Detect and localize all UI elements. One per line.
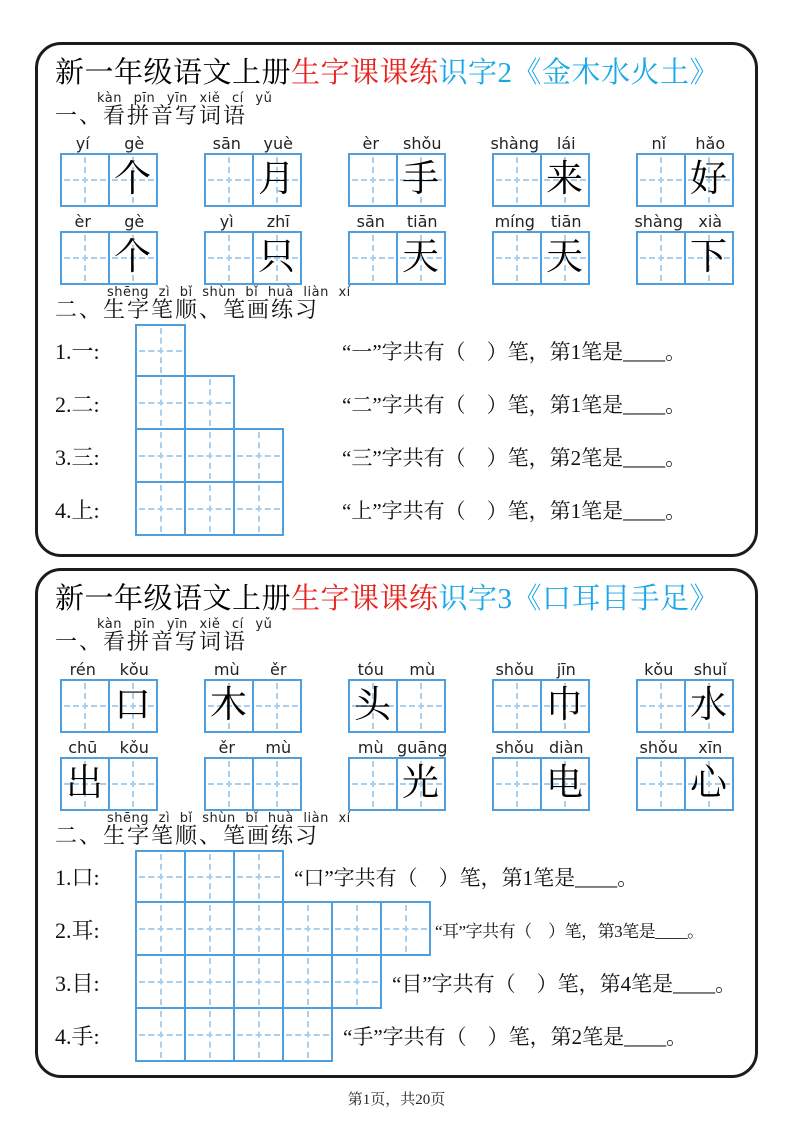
written-character — [254, 681, 300, 731]
character-cell — [60, 757, 110, 811]
word-row — [55, 655, 738, 733]
written-character: 木 — [210, 685, 247, 727]
pinyin-row — [57, 207, 160, 231]
written-character: 只 — [258, 237, 295, 279]
title-series-part: 生字课课练 — [291, 57, 439, 89]
written-character: 头 — [354, 685, 391, 727]
stroke-grid-cell — [184, 428, 235, 483]
pinyin-syllable: guāng — [397, 737, 448, 757]
word-row — [55, 733, 738, 811]
character-cell — [204, 231, 254, 285]
written-character: 出 — [66, 763, 103, 805]
word-group — [201, 733, 304, 811]
pinyin-syllable: shǒu — [403, 133, 442, 153]
character-cell — [540, 757, 590, 811]
written-character — [206, 759, 252, 809]
character-cells — [345, 153, 448, 207]
character-cell — [348, 679, 398, 733]
section2-heading: 二、生字笔顺、笔画练习 — [55, 296, 320, 322]
stroke-order-grid — [135, 954, 382, 1009]
panel-title — [55, 581, 738, 617]
pinyin-row — [57, 655, 160, 679]
written-character — [638, 681, 684, 731]
pinyin-row — [57, 733, 160, 757]
item-label: 4.手: — [55, 1024, 100, 1050]
stroke-practice-item — [55, 377, 738, 430]
stroke-grid-cell — [233, 481, 284, 536]
stroke-practice-items — [55, 324, 738, 536]
pinyin-row — [345, 733, 448, 757]
written-character: 巾 — [546, 685, 583, 727]
pinyin-syllable: chū — [68, 737, 98, 757]
pinyin-syllable: sān — [212, 133, 241, 153]
stroke-grid-cell — [282, 1007, 333, 1062]
worksheet-panel — [35, 42, 758, 557]
character-cells — [57, 679, 160, 733]
pinyin-syllable: gè — [124, 211, 145, 231]
title-lesson-part: 识字2《金木水火土》 — [438, 57, 720, 89]
pinyin-syllable: lái — [556, 133, 576, 153]
written-character — [350, 233, 396, 283]
pinyin-syllable: shàng — [490, 133, 540, 153]
item-label: 1.口: — [55, 865, 100, 891]
character-cell — [204, 153, 254, 207]
item-label: 2.二: — [55, 392, 100, 418]
stroke-grid-cell — [380, 901, 431, 956]
word-group — [489, 655, 592, 733]
character-cell — [108, 153, 158, 207]
word-group — [633, 733, 736, 811]
written-character — [62, 681, 108, 731]
pinyin-syllable: mù — [265, 737, 292, 757]
stroke-grid-cell — [135, 375, 186, 430]
stroke-order-grid — [135, 324, 342, 377]
written-character — [494, 155, 540, 205]
written-character: 天 — [546, 237, 583, 279]
written-character: 手 — [402, 159, 439, 201]
written-character: 下 — [690, 237, 727, 279]
written-character: 天 — [402, 237, 439, 279]
character-cells — [57, 153, 160, 207]
word-group — [201, 129, 304, 207]
written-character: 来 — [546, 159, 583, 201]
stroke-practice-items — [55, 850, 738, 1062]
title-course-part: 新一年级语文上册 — [55, 57, 292, 89]
character-cell — [684, 231, 734, 285]
stroke-grid-cell — [135, 481, 186, 536]
item-question: “耳”字共有（ ）笔，第3笔是____。 — [435, 922, 704, 942]
stroke-practice-item — [55, 1009, 738, 1062]
pinyin-row — [489, 655, 592, 679]
stroke-grid-cell — [184, 481, 235, 536]
pinyin-syllable: shǒu — [495, 659, 534, 679]
pinyin-syllable: míng — [494, 211, 535, 231]
character-cell — [684, 757, 734, 811]
pinyin-row — [633, 733, 736, 757]
pinyin-row — [345, 207, 448, 231]
character-cell — [396, 153, 446, 207]
character-cell — [60, 231, 110, 285]
stroke-grid-cell — [135, 850, 186, 903]
stroke-order-grid — [135, 428, 342, 483]
written-character: 个 — [114, 237, 151, 279]
stroke-grid-cell — [233, 850, 284, 903]
character-cells — [489, 153, 592, 207]
section1-pinyin: kàn pīn yīn xiě cí yǔ — [97, 91, 273, 106]
pinyin-syllable: yuè — [263, 133, 293, 153]
pinyin-syllable: yì — [219, 211, 234, 231]
stroke-practice-item — [55, 850, 738, 903]
pinyin-row — [345, 129, 448, 153]
word-group — [345, 733, 448, 811]
pinyin-syllable: kǒu — [119, 737, 149, 757]
pinyin-row — [489, 129, 592, 153]
character-cells — [345, 679, 448, 733]
section1-header — [55, 618, 738, 654]
word-row — [55, 129, 738, 207]
written-character: 光 — [402, 763, 439, 805]
written-character — [638, 155, 684, 205]
stroke-grid-cell — [331, 901, 382, 956]
character-cell — [684, 679, 734, 733]
pinyin-row — [201, 655, 304, 679]
pinyin-row — [201, 129, 304, 153]
written-character: 电 — [546, 763, 583, 805]
character-cell — [396, 757, 446, 811]
page-footer: 第1页，共20页 — [347, 1092, 446, 1108]
character-cell — [492, 153, 542, 207]
stroke-grid-cell — [184, 850, 235, 903]
pinyin-syllable: shǒu — [495, 737, 534, 757]
item-label: 3.三: — [55, 445, 100, 471]
pinyin-syllable: mù — [409, 659, 436, 679]
pinyin-syllable: xīn — [698, 737, 723, 757]
written-character — [350, 759, 396, 809]
item-label: 4.上: — [55, 498, 100, 524]
stroke-grid-cell — [135, 1007, 186, 1062]
character-cells — [489, 679, 592, 733]
stroke-grid-cell — [184, 901, 235, 956]
written-character — [638, 233, 684, 283]
character-cells — [489, 231, 592, 285]
character-cells — [201, 153, 304, 207]
stroke-order-grid — [135, 375, 342, 430]
written-character — [398, 681, 444, 731]
stroke-grid-cell — [135, 954, 186, 1009]
stroke-grid-cell — [282, 901, 333, 956]
word-group — [57, 129, 160, 207]
item-question: “三”字共有（ ）笔，第2笔是____。 — [342, 445, 687, 470]
pinyin-syllable: shǒu — [639, 737, 678, 757]
word-group — [57, 733, 160, 811]
character-cell — [636, 757, 686, 811]
character-cell — [60, 679, 110, 733]
section2-pinyin: shēng zì bǐ shùn bǐ huà liàn xí — [107, 284, 351, 300]
pinyin-row — [489, 207, 592, 231]
word-group — [345, 655, 448, 733]
word-group — [633, 655, 736, 733]
character-cell — [540, 679, 590, 733]
written-character — [110, 759, 156, 809]
panel-title — [55, 55, 738, 91]
item-question: “手”字共有（ ）笔，第2笔是____。 — [343, 1024, 688, 1049]
character-cells — [345, 231, 448, 285]
pinyin-syllable: mù — [213, 659, 240, 679]
character-cell — [108, 757, 158, 811]
character-cell — [348, 153, 398, 207]
item-label: 2.耳: — [55, 918, 100, 944]
character-cell — [348, 231, 398, 285]
section2-header — [55, 286, 738, 322]
word-group — [633, 207, 736, 285]
pinyin-syllable: shàng — [634, 211, 684, 231]
stroke-grid-cell — [184, 954, 235, 1009]
stroke-practice-item — [55, 324, 738, 377]
character-cells — [633, 679, 736, 733]
character-cell — [396, 679, 446, 733]
pinyin-syllable: ěr — [270, 659, 287, 679]
pinyin-row — [489, 733, 592, 757]
stroke-grid-cell — [282, 954, 333, 1009]
written-character: 口 — [114, 685, 151, 727]
item-question: “上”字共有（ ）笔，第1笔是____。 — [342, 498, 687, 523]
stroke-practice-item — [55, 430, 738, 483]
stroke-grid-cell — [135, 901, 186, 956]
written-character: 好 — [690, 159, 727, 201]
word-group — [345, 207, 448, 285]
pinyin-row — [633, 655, 736, 679]
stroke-grid-cell — [135, 324, 186, 377]
title-course-part: 新一年级语文上册 — [55, 583, 292, 615]
written-character — [494, 759, 540, 809]
item-question: “目”字共有（ ）笔，第4笔是____。 — [392, 971, 737, 996]
written-character: 月 — [258, 159, 295, 201]
character-cells — [633, 231, 736, 285]
written-character: 个 — [114, 159, 151, 201]
title-lesson-part: 识字3《口耳目手足》 — [438, 583, 720, 615]
title-series-part: 生字课课练 — [291, 583, 439, 615]
item-question: “口”字共有（ ）笔，第1笔是____。 — [294, 865, 639, 890]
pinyin-syllable: gè — [124, 133, 145, 153]
character-cells — [201, 679, 304, 733]
item-question: “二”字共有（ ）笔，第1笔是____。 — [342, 392, 687, 417]
written-character — [494, 681, 540, 731]
pinyin-syllable: yí — [75, 133, 90, 153]
pinyin-syllable: jīn — [556, 659, 576, 679]
stroke-grid-cell — [233, 428, 284, 483]
pinyin-syllable: rén — [69, 659, 96, 679]
item-label: 3.目: — [55, 971, 100, 997]
word-grid-rows — [55, 129, 738, 285]
pinyin-syllable: diàn — [548, 737, 584, 757]
written-character — [350, 155, 396, 205]
stroke-grid-cell — [331, 954, 382, 1009]
stroke-practice-item — [55, 956, 738, 1009]
character-cell — [204, 679, 254, 733]
written-character — [206, 233, 252, 283]
character-cell — [540, 153, 590, 207]
character-cell — [492, 231, 542, 285]
stroke-order-grid — [135, 1007, 333, 1062]
character-cell — [684, 153, 734, 207]
word-group — [489, 207, 592, 285]
pinyin-syllable: èr — [74, 211, 91, 231]
stroke-grid-cell — [233, 901, 284, 956]
character-cell — [636, 231, 686, 285]
worksheet-panel — [35, 568, 758, 1078]
pinyin-syllable: mù — [357, 737, 384, 757]
character-cell — [108, 231, 158, 285]
written-character — [638, 759, 684, 809]
word-group — [489, 129, 592, 207]
character-cells — [345, 757, 448, 811]
pinyin-row — [201, 733, 304, 757]
character-cell — [252, 153, 302, 207]
word-group — [57, 655, 160, 733]
pinyin-row — [633, 207, 736, 231]
character-cells — [201, 757, 304, 811]
pinyin-syllable: xià — [698, 211, 723, 231]
pinyin-row — [345, 655, 448, 679]
character-cell — [492, 679, 542, 733]
section2-pinyin: shēng zì bǐ shùn bǐ huà liàn xí — [107, 810, 351, 826]
pinyin-row — [57, 129, 160, 153]
written-character — [254, 759, 300, 809]
word-group — [201, 207, 304, 285]
stroke-grid-cell — [233, 1007, 284, 1062]
stroke-grid-cell — [233, 954, 284, 1009]
pinyin-row — [633, 129, 736, 153]
pinyin-syllable: shuǐ — [693, 659, 727, 679]
character-cells — [489, 757, 592, 811]
section1-pinyin: kàn pīn yīn xiě cí yǔ — [97, 617, 273, 632]
character-cells — [57, 231, 160, 285]
stroke-grid-cell — [184, 375, 235, 430]
character-cell — [252, 679, 302, 733]
stroke-grid-cell — [135, 428, 186, 483]
stroke-order-grid — [135, 481, 342, 536]
character-cell — [204, 757, 254, 811]
character-cell — [636, 679, 686, 733]
pinyin-syllable: èr — [362, 133, 379, 153]
section2-header — [55, 812, 738, 848]
pinyin-syllable: sān — [356, 211, 385, 231]
pinyin-syllable: nǐ — [651, 133, 667, 153]
written-character: 水 — [690, 685, 727, 727]
stroke-practice-item — [55, 903, 738, 956]
written-character — [494, 233, 540, 283]
written-character — [206, 155, 252, 205]
pinyin-syllable: tóu — [357, 659, 384, 679]
section2-heading: 二、生字笔顺、笔画练习 — [55, 822, 320, 848]
pinyin-syllable: kǒu — [119, 659, 149, 679]
word-group — [489, 733, 592, 811]
written-character: 心 — [690, 763, 727, 805]
section1-heading: 一、看拼音写词语 — [55, 629, 248, 655]
pinyin-row — [201, 207, 304, 231]
section1-heading: 一、看拼音写词语 — [55, 103, 248, 129]
stroke-grid-cell — [184, 1007, 235, 1062]
item-label: 1.一: — [55, 339, 100, 365]
character-cells — [633, 757, 736, 811]
word-group — [633, 129, 736, 207]
character-cell — [492, 757, 542, 811]
character-cell — [252, 231, 302, 285]
stroke-order-grid — [135, 850, 284, 903]
pinyin-syllable: hǎo — [695, 133, 726, 153]
pinyin-syllable: kǒu — [644, 659, 674, 679]
character-cell — [108, 679, 158, 733]
written-character — [62, 233, 108, 283]
character-cell — [396, 231, 446, 285]
item-question: “一”字共有（ ）笔，第1笔是____。 — [342, 339, 687, 364]
character-cells — [633, 153, 736, 207]
word-group — [201, 655, 304, 733]
character-cell — [636, 153, 686, 207]
character-cells — [201, 231, 304, 285]
pinyin-syllable: zhī — [266, 211, 290, 231]
word-grid-rows — [55, 655, 738, 811]
pinyin-syllable: tiān — [406, 211, 438, 231]
word-group — [57, 207, 160, 285]
character-cell — [60, 153, 110, 207]
stroke-practice-item — [55, 483, 738, 536]
character-cells — [57, 757, 160, 811]
character-cell — [540, 231, 590, 285]
written-character — [62, 155, 108, 205]
pinyin-syllable: ěr — [218, 737, 235, 757]
character-cell — [252, 757, 302, 811]
word-group — [345, 129, 448, 207]
pinyin-syllable: tiān — [550, 211, 582, 231]
word-row — [55, 207, 738, 285]
stroke-order-grid — [135, 901, 431, 956]
section1-header — [55, 92, 738, 128]
character-cell — [348, 757, 398, 811]
